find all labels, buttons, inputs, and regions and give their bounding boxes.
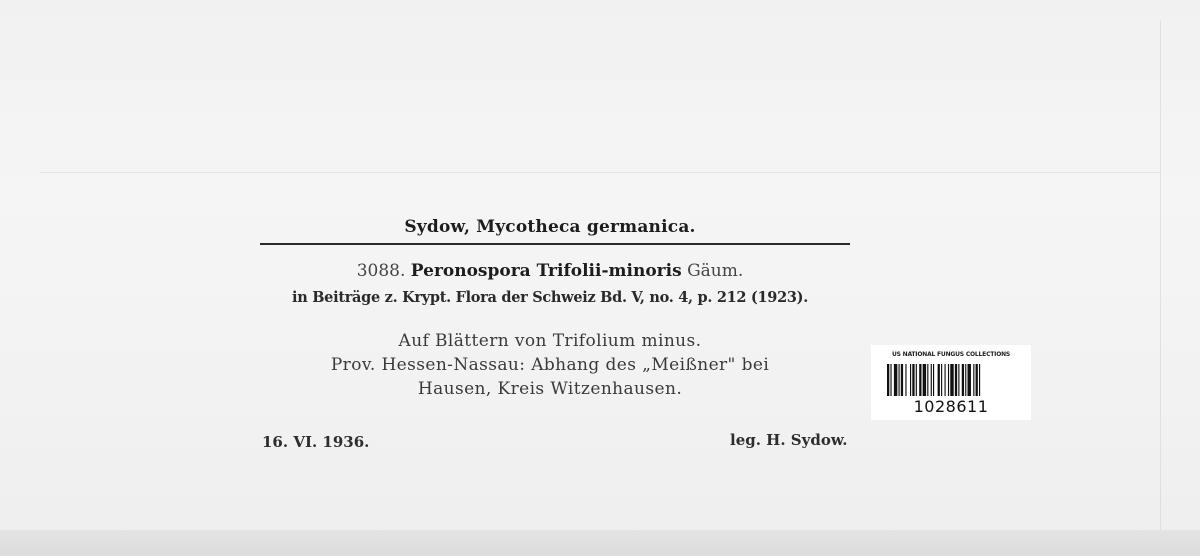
barcode-bar <box>901 364 903 396</box>
card-edge <box>1160 20 1161 530</box>
barcode-bars <box>887 364 1021 396</box>
barcode-bar <box>887 364 889 396</box>
barcode-bar <box>916 364 917 396</box>
barcode-bar <box>941 364 942 396</box>
barcode-bar <box>976 364 978 396</box>
barcode-bar <box>958 364 959 396</box>
collector: leg. H. Sydow. <box>730 431 848 449</box>
barcode-bar <box>950 364 953 396</box>
barcode-bar <box>973 364 974 396</box>
barcode-bar <box>905 364 906 396</box>
barcode-bar <box>968 364 971 396</box>
barcode-number: 1028611 <box>913 397 989 416</box>
barcode-bar <box>965 364 966 396</box>
barcode-label <box>871 345 1031 420</box>
barcode-bar <box>948 364 949 396</box>
barcode-bar <box>910 364 911 396</box>
barcode-bar <box>962 364 964 396</box>
species-author: Gäum. <box>687 261 744 281</box>
barcode-header: US NATIONAL FUNGUS COLLECTIONS <box>891 351 1011 358</box>
barcode-bar <box>919 364 921 396</box>
barcode-bar <box>955 364 957 396</box>
species-name: Peronospora Trifolii-minoris <box>410 261 682 281</box>
barcode-bar <box>912 364 914 396</box>
barcode-bar <box>945 364 946 396</box>
citation: in Beiträge z. Krypt. Flora der Schweiz Bd. V, no. 4, p. 212 (1923). <box>292 289 808 306</box>
barcode-bar <box>890 364 891 396</box>
card-bottom-edge <box>0 530 1200 556</box>
locality-line-1: Prov. Hessen-Nassau: Abhang des „Meißner" bei <box>330 355 770 375</box>
exsiccata-number: 3088. <box>356 261 406 281</box>
species-line <box>230 261 870 281</box>
barcode-bar <box>927 364 928 396</box>
barcode-bar <box>938 364 940 396</box>
series-title: Sydow, Mycotheca germanica. <box>404 217 696 237</box>
collection-date: 16. VI. 1936. <box>262 433 370 451</box>
paper-crease <box>40 172 1160 173</box>
barcode-bar <box>979 364 980 396</box>
barcode-bar <box>899 364 900 396</box>
host-line: Auf Blättern von Trifolium minus. <box>398 331 702 351</box>
specimen-label <box>230 205 870 465</box>
barcode-bar <box>931 364 932 396</box>
locality-line-2: Hausen, Kreis Witzenhausen. <box>417 379 683 399</box>
title-rule <box>260 243 850 245</box>
barcode-bar <box>894 364 897 396</box>
barcode-bar <box>933 364 934 396</box>
barcode-bar <box>923 364 926 396</box>
